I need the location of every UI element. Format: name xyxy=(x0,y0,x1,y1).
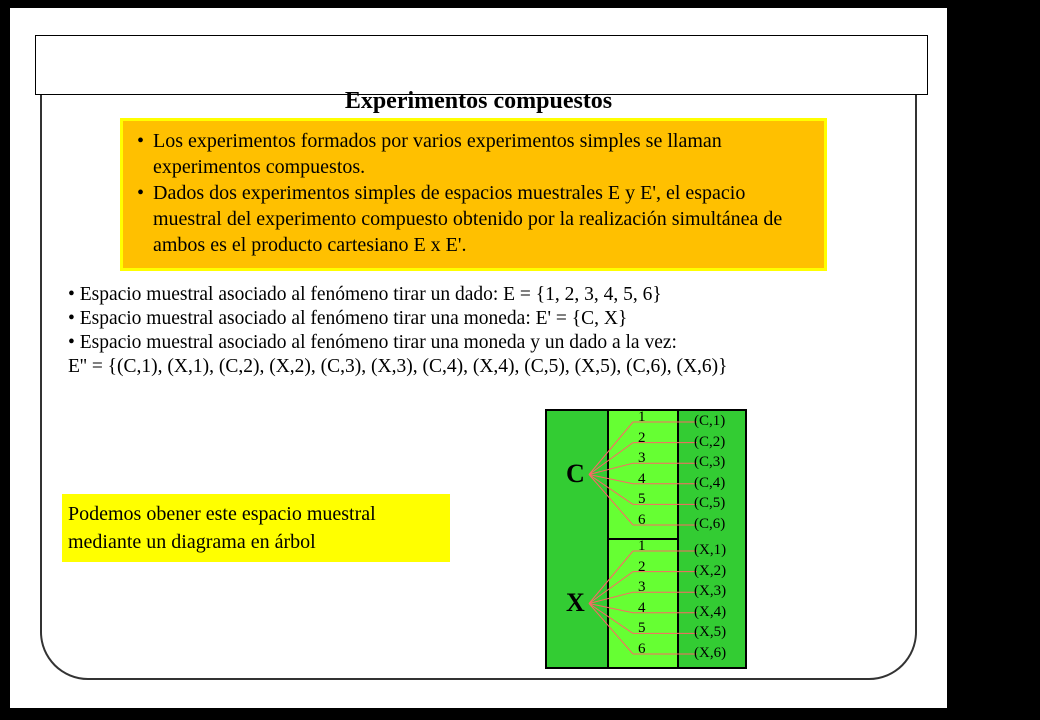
example-sample-space: E'' = {(C,1), (X,1), (C,2), (X,2), (C,3), (X,3), (C,4), (X,4), (C,5), (X,5), (C,6), (X,6)} xyxy=(68,356,728,377)
outcome-label: (X,1) xyxy=(694,542,727,558)
root-label-c: C xyxy=(566,458,585,488)
outcome-label: (C,6) xyxy=(694,516,726,532)
outcome-label: (C,3) xyxy=(694,454,726,471)
example-coin: • Espacio muestral asociado al fenómeno tirar una moneda: E' = {C, X} xyxy=(68,308,628,329)
die-value-label: 5 xyxy=(638,620,646,637)
die-value-label: 1 xyxy=(638,409,646,425)
title-box xyxy=(35,35,928,95)
outcome-label: (X,6) xyxy=(694,645,727,661)
die-value-label: 1 xyxy=(638,538,646,554)
definition-item xyxy=(137,180,816,258)
outcome-label: (C,2) xyxy=(694,433,726,450)
die-value-label: 5 xyxy=(638,491,646,508)
tree-diagram xyxy=(537,401,747,661)
definition-text: Los experimentos formados por varios experimentos simples se llaman experimentos compuestos. xyxy=(153,130,722,178)
examples-list xyxy=(68,283,728,379)
die-value-label: 4 xyxy=(638,599,646,616)
outcome-label: (X,3) xyxy=(694,583,727,600)
die-value-label: 2 xyxy=(638,429,646,446)
die-value-label: 6 xyxy=(638,641,646,657)
die-value-label: 4 xyxy=(638,470,646,487)
example-combined: • Espacio muestral asociado al fenómeno tirar una moneda y un dado a la vez: xyxy=(68,332,677,353)
root-label-x: X xyxy=(566,587,585,617)
definition-item xyxy=(137,128,816,180)
example-dice: • Espacio muestral asociado al fenómeno tirar un dado: E = {1, 2, 3, 4, 5, 6} xyxy=(68,284,662,305)
definition-box xyxy=(120,118,827,271)
outcome-label: (X,4) xyxy=(694,603,727,620)
bullet: • xyxy=(137,182,145,204)
outcome-label: (C,4) xyxy=(694,474,726,491)
die-value-label: 3 xyxy=(638,450,646,467)
outcome-label: (C,5) xyxy=(694,495,726,512)
definition-text: Dados dos experimentos simples de espacios muestrales E y E', el espacio muestral del experimento compuesto obtenido por la realización simultánea de ambos es el producto cartesiano E x E'. xyxy=(153,182,783,256)
bullet: • xyxy=(137,130,145,152)
tree-note: Podemos obener este espacio muestral mediante un diagrama en árbol xyxy=(62,494,450,562)
outcome-label: (X,5) xyxy=(694,624,727,641)
die-value-label: 3 xyxy=(638,579,646,596)
die-value-label: 2 xyxy=(638,558,646,575)
outcome-label: (X,2) xyxy=(694,562,727,579)
page-title: Experimentos compuestos xyxy=(344,88,613,114)
die-value-label: 6 xyxy=(638,512,646,528)
outcome-label: (C,1) xyxy=(694,413,726,429)
root-column xyxy=(546,410,608,668)
slide xyxy=(10,8,947,708)
